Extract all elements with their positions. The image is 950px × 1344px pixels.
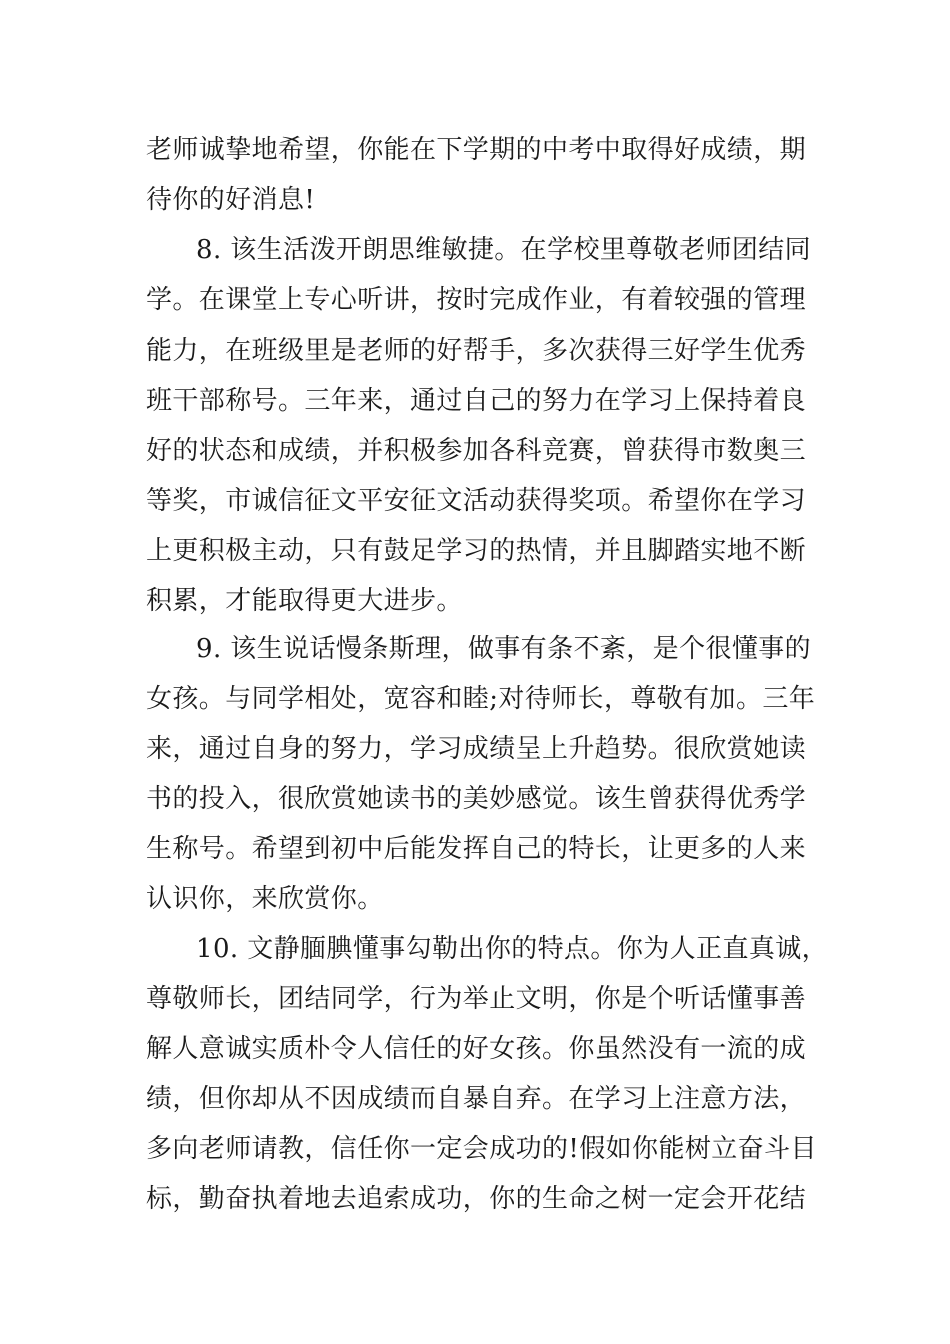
text-line: 待你的好消息! — [146, 185, 316, 215]
paragraph-8-start: 8. 该生活泼开朗思维敏捷。在学校里尊敬老师团结同 — [196, 235, 812, 265]
text-line: 认识你，来欣赏你。 — [146, 884, 384, 914]
text-line: 学。在课堂上专心听讲，按时完成作业，有着较强的管理 — [146, 285, 807, 315]
text-line: 老师诚挚地希望，你能在下学期的中考中取得好成绩，期 — [146, 135, 807, 165]
text-line: 好的状态和成绩，并积极参加各科竞赛，曾获得市数奥三 — [146, 436, 807, 466]
text-line: 生称号。希望到初中后能发挥自己的特长，让更多的人来 — [146, 834, 807, 864]
paragraph-10-start: 10. 文静腼腆懂事勾勒出你的特点。你为人正直真诚， — [196, 934, 829, 964]
paragraph-9-start: 9. 该生说话慢条斯理，做事有条不紊，是个很懂事的 — [196, 634, 812, 664]
text-line: 班干部称号。三年来，通过自己的努力在学习上保持着良 — [146, 386, 807, 416]
text-line: 能力，在班级里是老师的好帮手，多次获得三好学生优秀 — [146, 336, 807, 366]
text-line: 标，勤奋执着地去追索成功，你的生命之树一定会开花结 — [146, 1184, 807, 1214]
text-line: 解人意诚实质朴令人信任的好女孩。你虽然没有一流的成 — [146, 1034, 807, 1064]
text-line: 来，通过自身的努力，学习成绩呈上升趋势。很欣赏她读 — [146, 734, 807, 764]
text-line: 多向老师请教，信任你一定会成功的!假如你能树立奋斗目 — [146, 1134, 817, 1164]
text-line: 上更积极主动，只有鼓足学习的热情，并且脚踏实地不断 — [146, 536, 807, 566]
text-line: 女孩。与同学相处，宽容和睦;对待师长，尊敬有加。三年 — [146, 684, 816, 714]
text-line: 尊敬师长，团结同学，行为举止文明，你是个听话懂事善 — [146, 984, 807, 1014]
text-line: 书的投入，很欣赏她读书的美妙感觉。该生曾获得优秀学 — [146, 784, 807, 814]
text-line: 绩，但你却从不因成绩而自暴自弃。在学习上注意方法， — [146, 1084, 807, 1114]
text-line: 积累，才能取得更大进步。 — [146, 586, 463, 616]
text-line: 等奖，市诚信征文平安征文活动获得奖项。希望你在学习 — [146, 486, 807, 516]
